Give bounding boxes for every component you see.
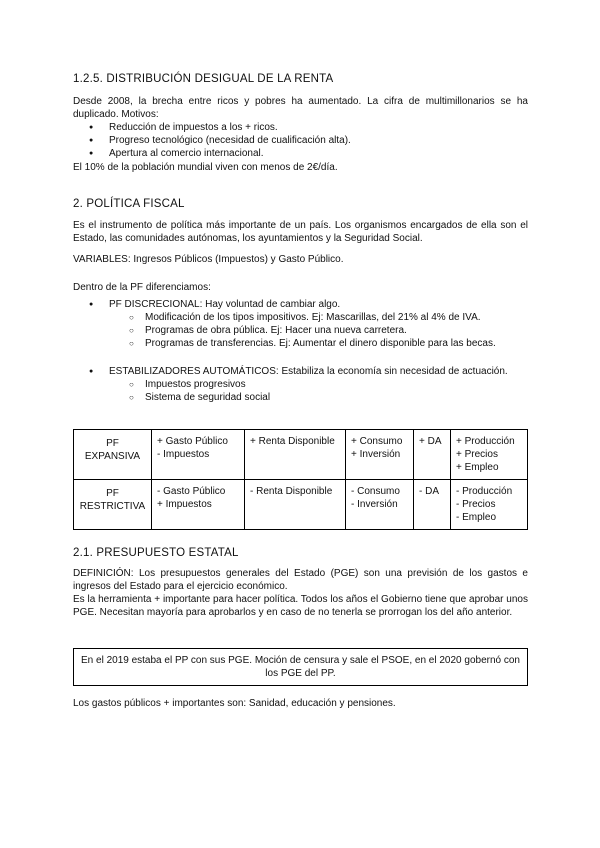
table-cell: + DA xyxy=(414,430,451,480)
paragraph-variables: VARIABLES: Ingresos Públicos (Impuestos) y Gasto Público. xyxy=(73,254,344,265)
table-cell: - Renta Disponible xyxy=(245,480,346,530)
table-cell: + Renta Disponible xyxy=(245,430,346,480)
list-item: ● Apertura al comercio internacional. xyxy=(73,147,528,160)
list-item: ○ Impuestos progresivos xyxy=(73,378,528,391)
table-row-expansiva xyxy=(74,430,528,480)
list-item: ○ Modificación de los tipos impositivos. Ej: Mascarillas, del 21% al 4% de IVA. xyxy=(73,311,528,324)
section-title-distribucion: 1.2.5. DISTRIBUCIÓN DESIGUAL DE LA RENTA xyxy=(73,73,334,85)
list-item: ○ Sistema de seguridad social xyxy=(73,391,528,404)
section-title-politica-fiscal: 2. POLÍTICA FISCAL xyxy=(73,198,185,210)
paragraph-poblacion: El 10% de la población mundial viven con menos de 2€/día. xyxy=(73,162,338,173)
list-item: ● Progreso tecnológico (necesidad de cualificación alta). xyxy=(73,134,528,147)
list-item-discrecional: ● PF DISCRECIONAL: Hay voluntad de cambiar algo. xyxy=(73,298,528,311)
estabilizadores-sublist xyxy=(73,378,528,404)
note-box: En el 2019 estaba el PP con sus PGE. Moción de censura y sale el PSOE, en el 2020 gobernó con los PGE del PP. xyxy=(73,648,528,686)
paragraph-dentro: Dentro de la PF diferenciamos: xyxy=(73,282,211,293)
pf-types-list xyxy=(73,298,528,311)
discrecional-sublist xyxy=(73,311,528,350)
pf-comparison-table xyxy=(73,429,528,530)
table-cell: - Consumo - Inversión xyxy=(346,480,414,530)
table-cell: - DA xyxy=(414,480,451,530)
table-cell: + Consumo + Inversión xyxy=(346,430,414,480)
list-item-estabilizadores: ● ESTABILIZADORES AUTOMÁTICOS: Estabiliza la economía sin necesidad de actuación. xyxy=(73,365,528,378)
list-item: ● Reducción de impuestos a los + ricos. xyxy=(73,121,528,134)
paragraph-instrumento: Es el instrumento de política más importante de un país. Los organismos encargados de ella son el Estado, las comunidades autónomas, los ayuntamientos y la Seguridad Social. xyxy=(73,220,528,244)
table-cell: PF EXPANSIVA xyxy=(74,430,152,480)
table-cell: - Producción - Precios - Empleo xyxy=(451,480,528,530)
paragraph-definicion: DEFINICIÓN: Los presupuestos generales del Estado (PGE) son una previsión de los gastos e ingresos del Estado para el ejercicio económico. xyxy=(73,568,528,592)
table-cell: - Gasto Público + Impuestos xyxy=(152,480,245,530)
paragraph-herramienta: Es la herramienta + importante para hacer política. Todos los años el Gobierno tiene que aprobar unos PGE. Necesitan mayoría para aprobarlos y en caso de no tenerla se prorrogan los del año anterior. xyxy=(73,594,528,618)
motivos-list xyxy=(73,121,528,160)
list-item: ○ Programas de transferencias. Ej: Aumentar el dinero disponible para las becas. xyxy=(73,337,528,350)
table-cell: + Producción + Precios + Empleo xyxy=(451,430,528,480)
table-row-restrictiva xyxy=(74,480,528,530)
paragraph-gastos: Los gastos públicos + importantes son: Sanidad, educación y pensiones. xyxy=(73,698,396,709)
table-cell: + Gasto Público - Impuestos xyxy=(152,430,245,480)
estabilizadores-list xyxy=(73,365,528,378)
section-title-presupuesto: 2.1. PRESUPUESTO ESTATAL xyxy=(73,547,239,559)
list-item: ○ Programas de obra pública. Ej: Hacer una nueva carretera. xyxy=(73,324,528,337)
paragraph-brecha: Desde 2008, la brecha entre ricos y pobres ha aumentado. La cifra de multimillonarios se ha duplicado. Motivos: xyxy=(73,96,528,120)
table-cell: PF RESTRICTIVA xyxy=(74,480,152,530)
